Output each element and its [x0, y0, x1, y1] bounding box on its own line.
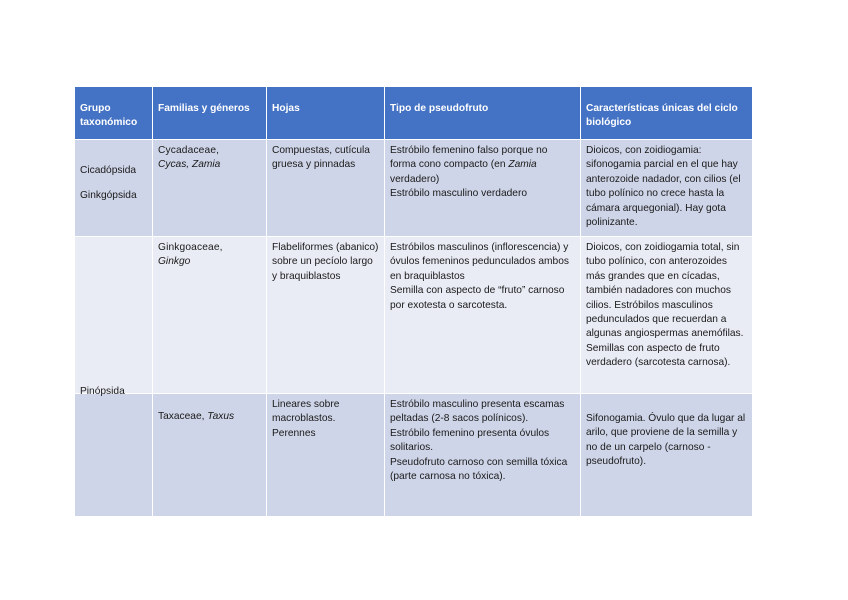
header-group: Grupo taxonómico [75, 87, 153, 140]
header-families: Familias y géneros [153, 87, 267, 140]
header-cycle: Características únicas del ciclo biológico [581, 87, 753, 140]
pseudofruit-text: Estróbilos masculinos (inflorescencia) y óvulos femeninos pedunculados ambos en braquiblastos [390, 242, 569, 282]
pseudofruit-text: Estróbilo femenino falso porque no forma cono compacto (en [390, 145, 548, 171]
families-cell [153, 140, 267, 237]
header-leaves: Hojas [267, 87, 385, 140]
table-row [75, 237, 753, 394]
table-row [75, 140, 753, 237]
pseudofruit-text: Semilla con aspecto de “fruto” carnoso por exotesta o sarcotesta. [390, 285, 565, 311]
pseudofruit-cell [385, 394, 581, 517]
families-cell [153, 237, 267, 394]
table-row [75, 394, 753, 517]
header-pseudofruit: Tipo de pseudofruto [385, 87, 581, 140]
cycle-cell: Sifonogamia. Óvulo que da lugar al arilo, que proviene de la semilla y no de un carpelo (carnoso - pseudofruto). [581, 394, 753, 517]
group-name: Pinópsida [80, 386, 125, 397]
family-name: Taxaceae, [158, 411, 208, 422]
pseudofruit-text: Estróbilo masculino verdadero [390, 188, 528, 200]
leaves-cell: Flabeliformes (abanico) sobre un pecíolo largo y braquiblastos [267, 237, 385, 394]
group-cell [75, 190, 153, 394]
pseudofruit-text: Pseudofruto carnoso con semilla tóxica (parte carnosa no tóxica). [390, 456, 568, 483]
genus-name: Taxus [207, 411, 235, 422]
leaves-text: Perennes [272, 427, 316, 439]
pseudofruit-text: verdadero) [390, 173, 440, 185]
family-name: Cycadaceae, [158, 145, 220, 156]
group-cell [75, 386, 153, 517]
cycle-cell: Dioicos, con zoidiogamia: sifonogamia parcial en el que hay anterozoide nadador, con cilios (el tubo polínico no crece hasta la cámara arquegonial). Hay gota polinizante. [581, 140, 753, 237]
leaves-cell: Compuestas, cutícula gruesa y pinnadas [267, 140, 385, 237]
genus-name: Ginkgo [158, 256, 191, 268]
taxonomy-table [74, 86, 753, 517]
pseudofruit-text: Estróbilo femenino presenta óvulos solitarios. [390, 427, 550, 454]
pseudofruit-cell [385, 237, 581, 394]
group-cell [75, 140, 153, 237]
genus-name: Cycas, Zamia [158, 159, 221, 171]
leaves-cell [267, 394, 385, 517]
pseudofruit-text: Estróbilo masculino presenta escamas peltadas (2-8 sacos polínicos). [390, 399, 565, 425]
families-cell [153, 394, 267, 517]
group-name: Ginkgópsida [80, 190, 137, 201]
header-row [75, 87, 753, 140]
family-name: Ginkgoaceae, [158, 242, 223, 253]
pseudofruit-genus: Zamia [508, 159, 537, 171]
pseudofruit-cell [385, 140, 581, 237]
leaves-text: Lineares sobre macroblastos. [272, 399, 340, 425]
cycle-cell: Dioicos, con zoidiogamia total, sin tubo polínico, con anterozoides más grandes que en cícadas, también nadadores con muchos cilios. Estróbilos masculinos pedunculados que recuerdan a algunas angiospermas anemófilas. Semillas con aspecto de fruto verdadero (sarcotesta carnosa). [581, 237, 753, 394]
group-name: Cicadópsida [80, 165, 137, 176]
